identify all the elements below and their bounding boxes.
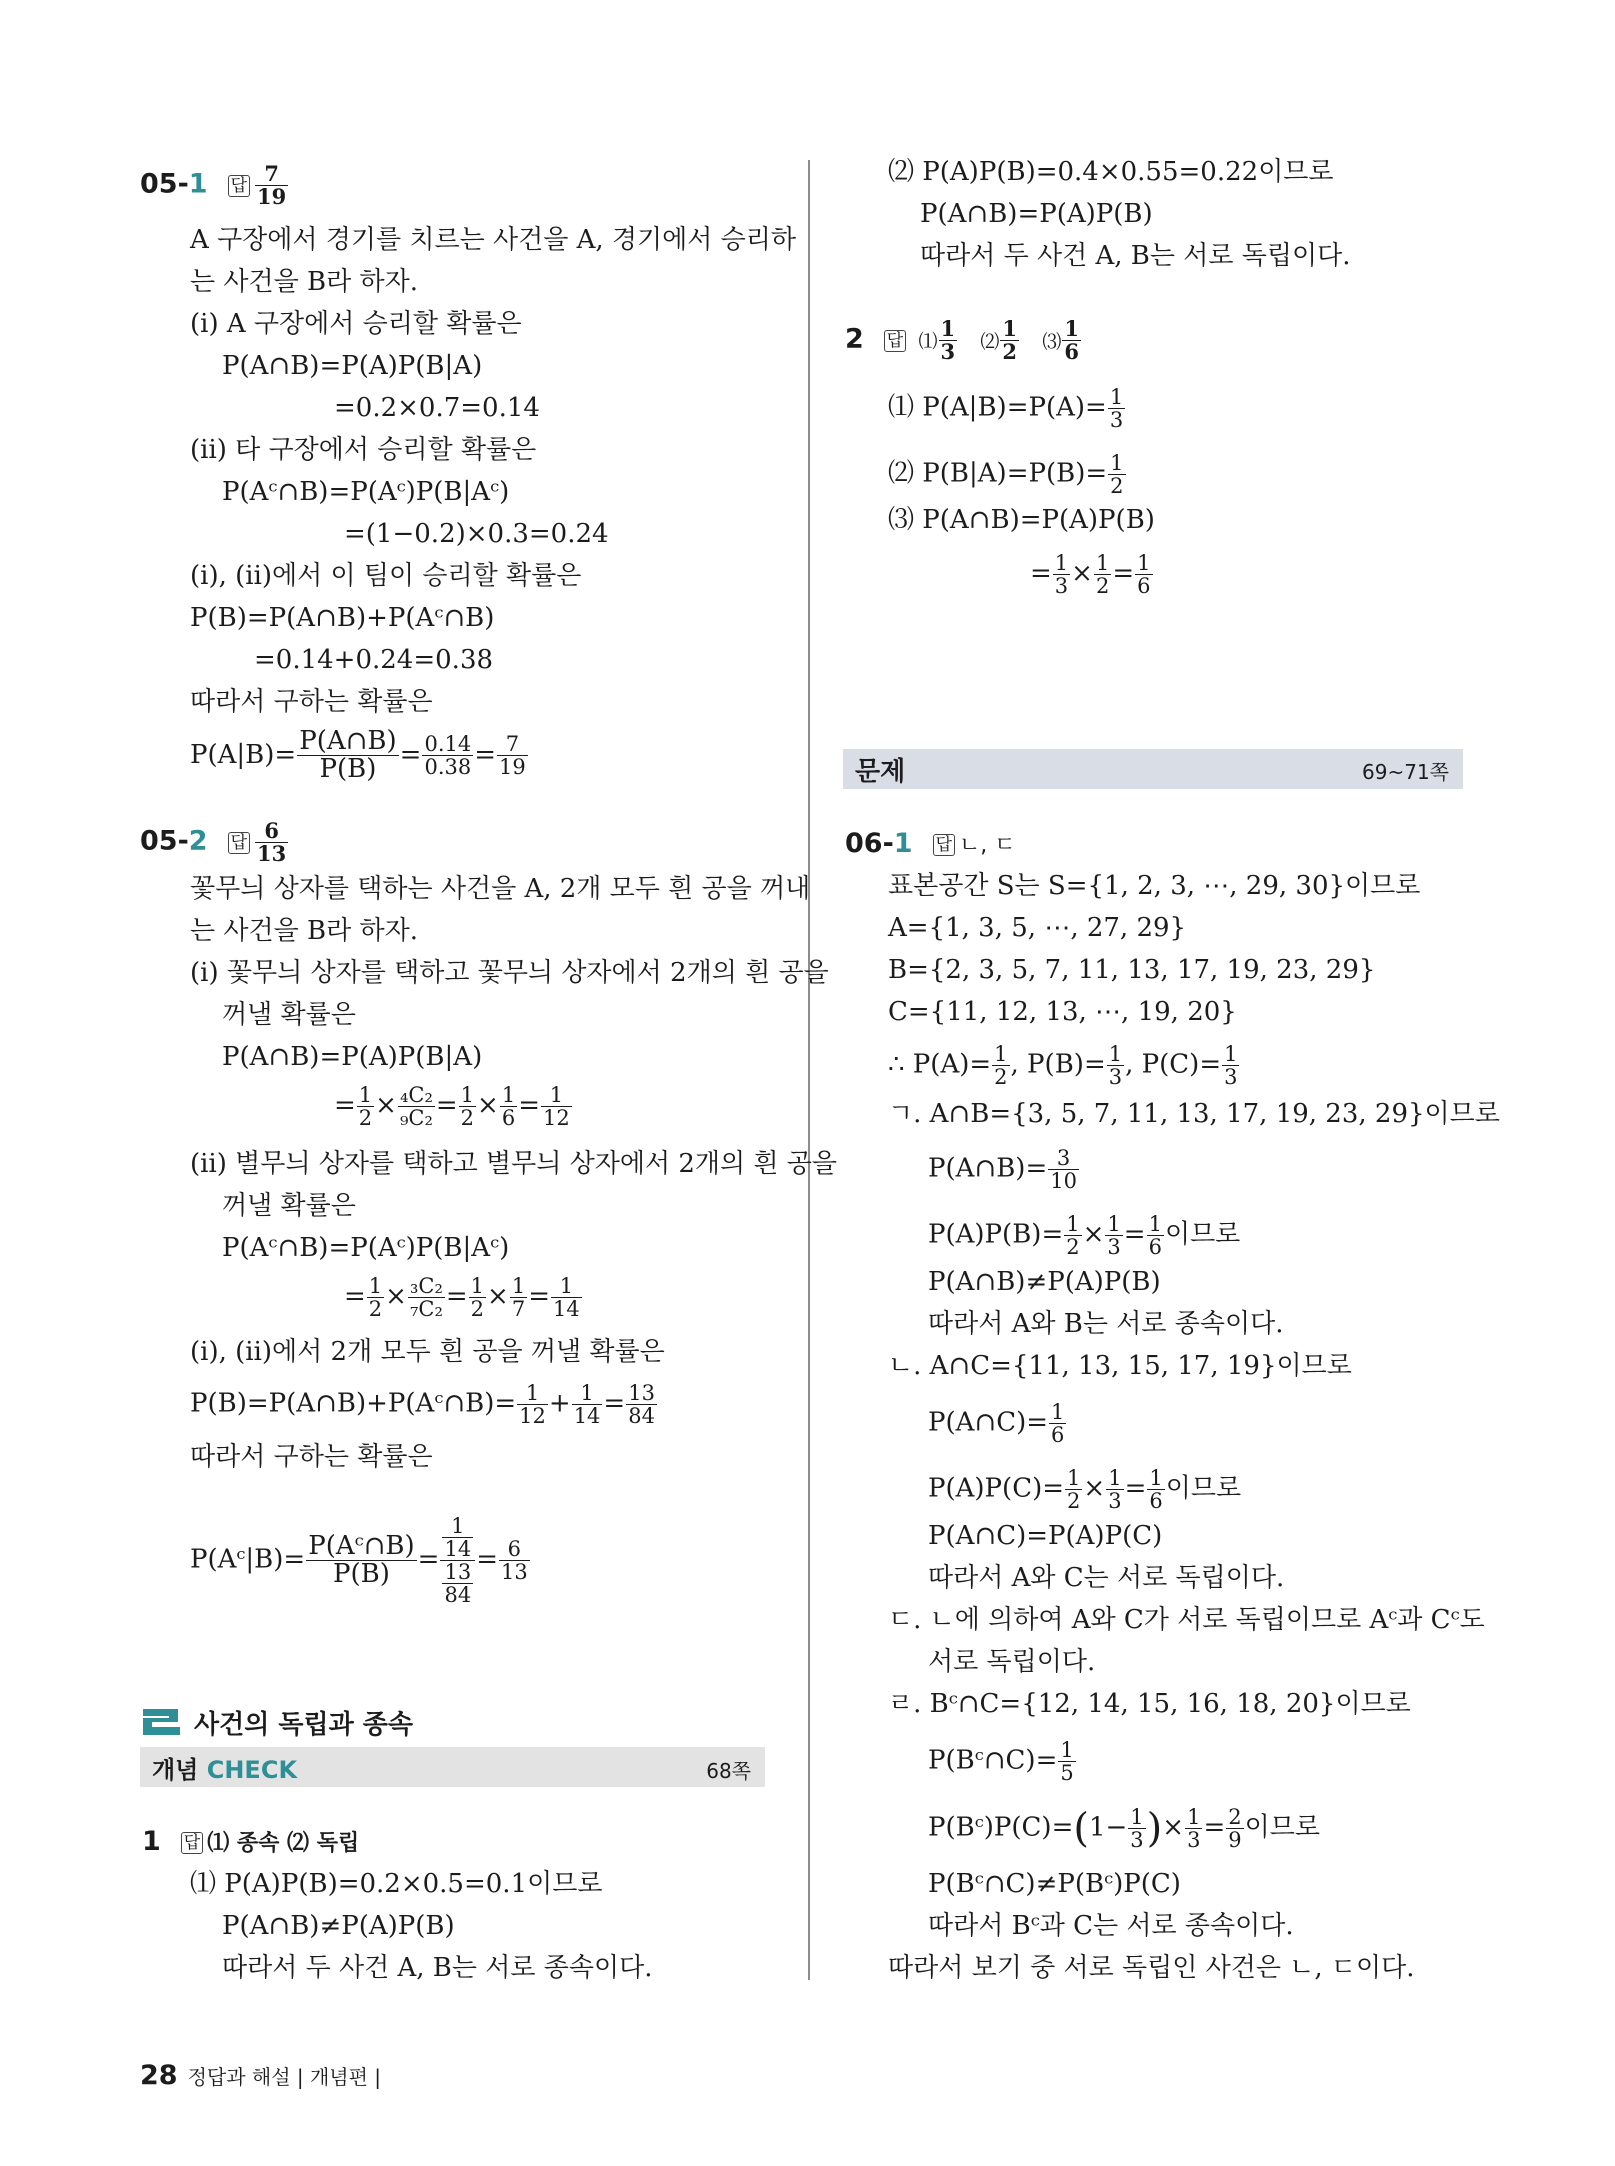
equation-line: P(Aᶜ|B)= $\frac{\text{P(Aᶜ∩B)}}{P(B)}$ = $\frac{\frac{1}{14}}{\frac{13}{84}}$ = $\frac{6}{13}$	[190, 1514, 528, 1608]
text-line: (ⅰ), (ⅱ)에서 2개 모두 흰 공을 꺼낼 확률은	[190, 1337, 665, 1367]
answer-label: 답	[884, 330, 906, 352]
equation-line: B={2, 3, 5, 7, 11, 13, 17, 19, 23, 29}	[888, 955, 1376, 985]
equation-line: P(B)=P(A∩B)+P(Aᶜ∩B)	[190, 603, 495, 633]
band-title: 문제	[855, 757, 906, 787]
text-line: 따라서 Bᶜ과 C는 서로 종속이다.	[928, 1911, 1294, 1941]
text-line: 는 사건을 B라 하자.	[190, 916, 418, 946]
page-footer	[140, 2060, 381, 2091]
answer-label: 답	[228, 832, 250, 854]
conclusion-line: 따라서 보기 중 서로 독립인 사건은 ㄴ, ㄷ이다.	[888, 1953, 1415, 1983]
text-line: 따라서 A와 C는 서로 독립이다.	[928, 1563, 1285, 1593]
equation-line: P(Bᶜ∩C)≠P(Bᶜ)P(C)	[928, 1869, 1181, 1899]
equation-line: ⑵ P(B|A)=P(B)= $\frac{1}{2}$	[888, 451, 1124, 499]
answer-label: 답	[181, 1832, 203, 1854]
choice-line: ㄷ. ㄴ에 의하여 A와 C가 서로 독립이므로 Aᶜ과 Cᶜ도	[888, 1605, 1485, 1635]
text-line: 따라서 두 사건 A, B는 서로 독립이다.	[920, 241, 1351, 271]
problem-06-1-header: 06-1 답 ㄴ, ㄷ	[845, 828, 1016, 859]
text-line: 표본공간 S는 S={1, 2, 3, ⋯, 29, 30}이므로	[888, 871, 1421, 901]
answer-fraction: $\frac{6}{13}$	[257, 818, 287, 867]
text-line: 따라서 구하는 확률은	[190, 1442, 433, 1472]
equation-line: P(Aᶜ∩B)=P(Aᶜ)P(B|Aᶜ)	[222, 1233, 510, 1263]
choice-line: ㄱ. A∩B={3, 5, 7, 11, 13, 17, 19, 23, 29}이므로	[888, 1099, 1500, 1129]
problem-section-band	[843, 749, 1463, 789]
section-number-icon	[140, 1705, 182, 1746]
equation-line: P(Bᶜ∩C)= $\frac{1}{5}$	[928, 1738, 1074, 1786]
equation-line: P(A∩C)=P(A)P(C)	[928, 1521, 1163, 1551]
equation-line: P(A∩B)=P(A)P(B|A)	[222, 1042, 483, 1072]
answer-label: 답	[933, 834, 955, 856]
text-line: ⑴ P(A)P(B)=0.2×0.5=0.1이므로	[190, 1869, 603, 1899]
equation-line: P(A)P(B)= $\frac{1}{2}$ × $\frac{1}{3}$ = $\frac{1}{6}$ 이므로	[928, 1212, 1241, 1260]
equation-line: P(B)=P(A∩B)+P(Aᶜ∩B)= $\frac{1}{12}$ + $\frac{1}{14}$ = $\frac{13}{84}$	[190, 1381, 655, 1429]
text-line: 따라서 A와 B는 서로 종속이다.	[928, 1309, 1284, 1339]
question-1-header: 1 답 ⑴ 종속 ⑵ 독립	[142, 1826, 360, 1857]
column-divider	[808, 160, 810, 1980]
section-title: 사건의 독립과 종속	[194, 1710, 414, 1740]
text-line: (ⅱ) 타 구장에서 승리할 확률은	[190, 435, 537, 465]
equation-line: ∴ P(A)= $\frac{1}{2}$ , P(B)= $\frac{1}{3}$ , P(C)= $\frac{1}{3}$	[888, 1042, 1238, 1090]
equation-line: P(A|B)= $\frac{P(A\cap B)}{P(B)}$ = $\frac{0.14}{0.38}$ = $\frac{7}{19}$	[190, 726, 526, 785]
equation-line: ⑴ P(A|B)=P(A)= $\frac{1}{3}$	[888, 385, 1124, 433]
page-number: 28	[140, 2060, 178, 2091]
text-line: 꺼낼 확률은	[222, 1000, 356, 1030]
footer-text: 정답과 해설 | 개념편 |	[187, 2065, 382, 2089]
text-line: (ⅱ) 별무늬 상자를 택하고 별무늬 상자에서 2개의 흰 공을	[190, 1149, 838, 1179]
equation-line: P(A∩B)=P(A)P(B|A)	[222, 351, 483, 381]
equation-line: C={11, 12, 13, ⋯, 19, 20}	[888, 997, 1237, 1027]
equation-line: P(Bᶜ)P(C)=(1− $\frac{1}{3}$ )× $\frac{1}{3}$ = $\frac{2}{9}$ 이므로	[928, 1805, 1320, 1853]
equation-line: = $\frac{1}{2}$ × $\frac{\text{₃C₂}}{\text{₇C₂}}$ = $\frac{1}{2}$ × $\frac{1}{7}$ = $\frac{1}{14}$	[344, 1274, 580, 1322]
text-line: 따라서 두 사건 A, B는 서로 종속이다.	[222, 1953, 653, 1983]
text-line: 따라서 구하는 확률은	[190, 687, 433, 717]
page-reference: 69~71쪽	[1362, 760, 1449, 784]
text-line: 는 사건을 B라 하자.	[190, 267, 418, 297]
text-line: (ⅰ) A 구장에서 승리할 확률은	[190, 309, 522, 339]
text-line: 꽃무늬 상자를 택하는 사건을 A, 2개 모두 흰 공을 꺼내	[190, 874, 811, 904]
text-line: (ⅰ) 꽃무늬 상자를 택하고 꽃무늬 상자에서 2개의 흰 공을	[190, 958, 829, 988]
text-line: ⑵ P(A)P(B)=0.4×0.55=0.22이므로	[888, 157, 1334, 187]
equation-line: A={1, 3, 5, ⋯, 27, 29}	[888, 913, 1187, 943]
answer-label: 답	[228, 175, 250, 197]
question-2-header: 2 답 ⑴ $\frac{1}{3}$ ⑵ $\frac{1}{2}$ ⑶ $\frac{1}{6}$	[845, 316, 1079, 365]
text-line: 서로 독립이다.	[928, 1647, 1096, 1677]
equation-line: P(A∩B)≠P(A)P(B)	[928, 1267, 1161, 1297]
equation-line: = $\frac{1}{3}$ × $\frac{1}{2}$ = $\frac{1}{6}$	[1030, 551, 1151, 599]
equation-line: =(1−0.2)×0.3=0.24	[344, 519, 609, 549]
text-line: A 구장에서 경기를 치르는 사건을 A, 경기에서 승리하	[190, 225, 796, 255]
equation-line: P(Aᶜ∩B)=P(Aᶜ)P(B|Aᶜ)	[222, 477, 510, 507]
equation-line: P(A∩C)= $\frac{1}{6}$	[928, 1400, 1065, 1448]
choice-line: ㄴ. A∩C={11, 13, 15, 17, 19}이므로	[888, 1351, 1352, 1381]
equation-line: = $\frac{1}{2}$ × $\frac{\text{₄C₂}}{\text{₉C₂}}$ = $\frac{1}{2}$ × $\frac{1}{6}$ = $\frac{1}{12}$	[334, 1083, 570, 1131]
equation-line: ⑶ P(A∩B)=P(A)P(B)	[888, 505, 1155, 535]
equation-line: P(A∩B)≠P(A)P(B)	[222, 1911, 455, 1941]
equation-line: =0.2×0.7=0.14	[334, 393, 540, 423]
equation-line: P(A∩B)=P(A)P(B)	[920, 199, 1153, 229]
problem-05-1-header: 05-1 답 $\frac{7}{19}$	[140, 161, 287, 210]
text-line: (ⅰ), (ⅱ)에서 이 팀이 승리할 확률은	[190, 561, 582, 591]
equation-line: =0.14+0.24=0.38	[254, 645, 494, 675]
concept-check-band: 개념 CHECK 68쪽	[140, 1747, 765, 1787]
equation-line: P(A)P(C)= $\frac{1}{2}$ × $\frac{1}{3}$ = $\frac{1}{6}$ 이므로	[928, 1466, 1242, 1514]
choice-line: ㄹ. Bᶜ∩C={12, 14, 15, 16, 18, 20}이므로	[888, 1689, 1411, 1719]
equation-line: P(A∩B)= $\frac{3}{10}$	[928, 1146, 1077, 1194]
text-line: 꺼낼 확률은	[222, 1191, 356, 1221]
answer-fraction: $\frac{7}{19}$	[257, 161, 287, 210]
page-reference: 68쪽	[706, 1759, 751, 1783]
problem-05-2-header: 05-2 답 $\frac{6}{13}$	[140, 818, 287, 867]
